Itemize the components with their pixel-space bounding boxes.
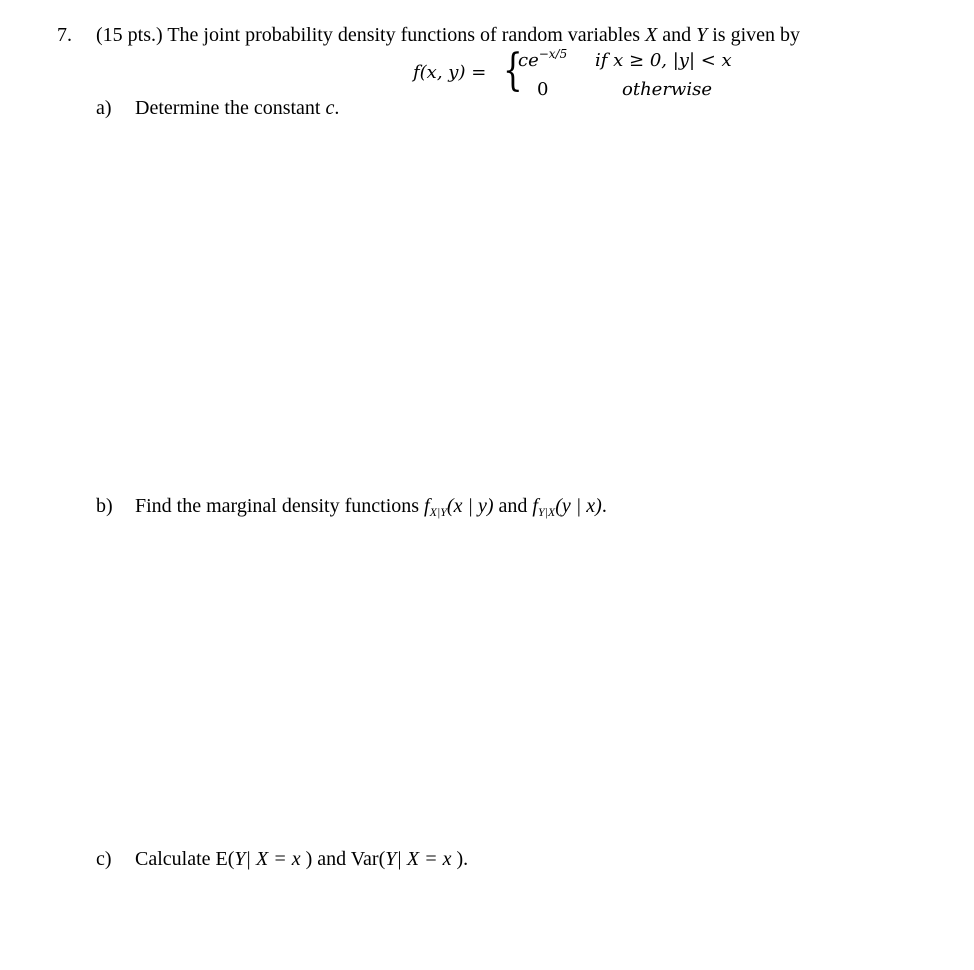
part-a-label: a) — [96, 97, 112, 119]
equation-brace: { — [503, 45, 523, 96]
part-c-prompt: Calculate E( — [135, 848, 235, 870]
and-word: and — [662, 24, 692, 46]
var-x: X — [645, 24, 658, 46]
conditional-density-x-given-y: $f_{X|Y}(x$ | y) — [424, 495, 494, 519]
case1-expression — [518, 47, 568, 71]
equation-lhs: f(x, y) = — [413, 62, 487, 83]
part-c-mid: ) and Var( — [305, 848, 386, 870]
problem-statement — [96, 24, 800, 47]
case1-exponent: −x/5 — [538, 47, 568, 61]
part-c-text — [135, 848, 468, 871]
constant-c: c — [325, 97, 335, 119]
variance-condition: Y| X = x — [385, 848, 452, 870]
case2-expression: 0 — [537, 79, 549, 100]
expectation-condition: Y| X = x — [234, 848, 301, 870]
part-a-prompt: Determine the constant — [135, 97, 321, 119]
intro-text-end: is given by — [712, 24, 801, 46]
part-b-prompt: Find the marginal density functions — [135, 495, 420, 517]
part-b-text — [135, 495, 607, 518]
part-b-label: b) — [96, 495, 113, 517]
var-y: Y — [696, 24, 708, 46]
case1-base: ce — [518, 50, 539, 71]
case1-condition: if x ≥ 0, |y| < x — [595, 50, 732, 71]
part-c-label: c) — [96, 848, 112, 870]
intro-text: The joint probability density functions of random variables — [167, 24, 640, 46]
part-b-period: . — [601, 495, 607, 517]
part-a-period: . — [334, 97, 340, 119]
part-b-and: and — [498, 495, 528, 517]
problem-number: 7. — [57, 24, 72, 46]
part-c-end: ). — [456, 848, 469, 870]
part-a-text — [135, 97, 339, 120]
case2-condition: otherwise — [622, 79, 712, 100]
conditional-density-y-given-x: $f_{Y|X}(y$ | x) — [532, 495, 602, 519]
points-label: (15 pts.) — [96, 24, 163, 46]
